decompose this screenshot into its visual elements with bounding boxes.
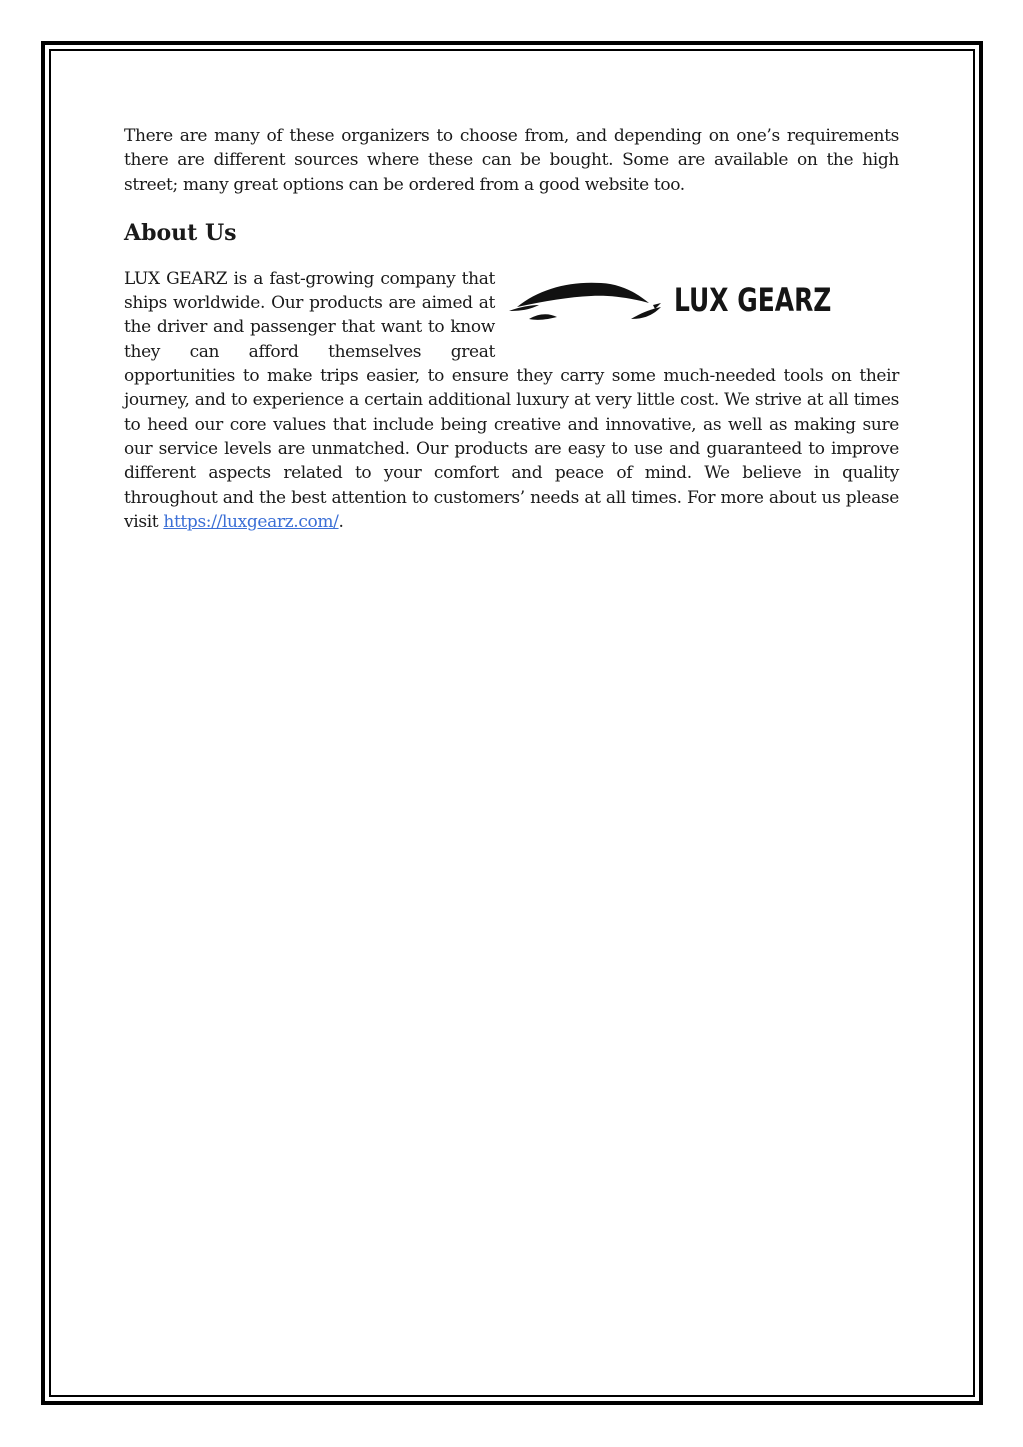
about-paragraph-end: . — [338, 511, 344, 532]
car-silhouette-icon — [509, 267, 669, 337]
intro-paragraph: There are many of these organizers to choose from, and depending on one’s requirements there are different sources where these can be bought. Some are available on the high street; many great options can be ordered from a good website too. — [124, 126, 899, 195]
document-content — [124, 124, 899, 534]
website-link[interactable]: https://luxgearz.com/ — [163, 511, 339, 532]
about-heading: About Us — [124, 219, 237, 246]
lux-gearz-logo — [509, 267, 899, 337]
about-section — [124, 267, 899, 534]
about-paragraph-text: LUX GEARZ is a fast-growing company that ships worldwide. Our products are aimed at the driver and passenger that want to know they can afford themselves great opportunities to make trips easier, to ensure they carry some much-needed tools on their journey, and to experience a certain additional luxury at very little cost. We strive at all times to heed our core values that include being creative and innovative, as well as making sure our service levels are unmatched. Our products are easy to use and guaranteed to improve different aspects related to your comfort and peace of mind. We believe in quality throughout and the best attention to customers’ needs at all times. For more about us please visit — [124, 268, 899, 532]
logo-wordmark: LUX GEARZ — [674, 280, 832, 319]
